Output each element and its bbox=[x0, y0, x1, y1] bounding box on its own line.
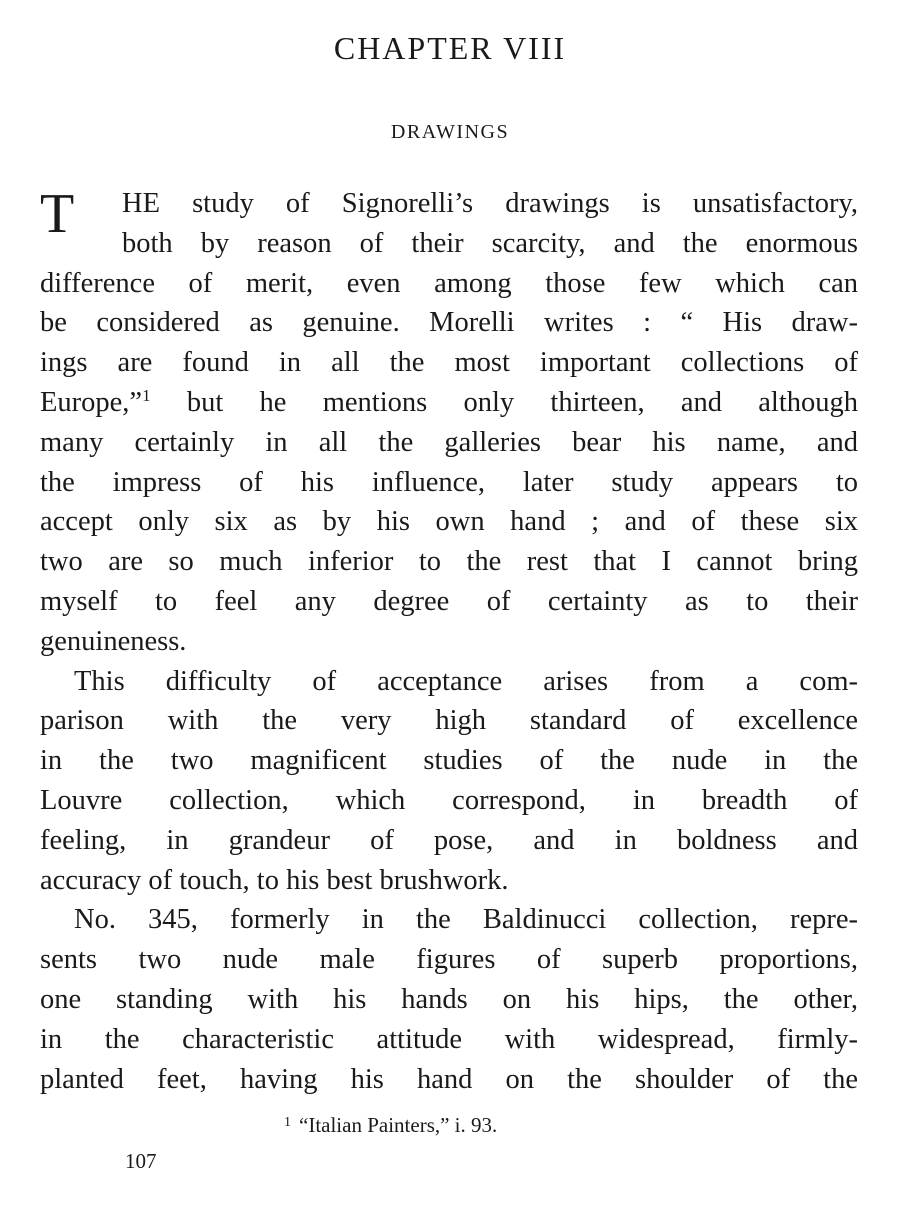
text-line-with-footnote bbox=[40, 383, 858, 423]
text-line: difference of merit, even among those few which can bbox=[40, 267, 858, 299]
text-line: sents two nude male figures of superb proportions, bbox=[40, 944, 858, 976]
text-line: be considered as genuine. Morelli writes : “ His draw- bbox=[40, 307, 858, 339]
text-line: accuracy of touch, to his best brushwork. bbox=[40, 864, 509, 896]
text-line: many certainly in all the galleries bear his name, and bbox=[40, 426, 858, 458]
text-line: HE study of Signorelli’s drawings is unsatisfactory, bbox=[122, 188, 858, 219]
text-line: planted feet, having his hand on the shoulder of the bbox=[40, 1063, 858, 1095]
footnote-mark: 1 bbox=[284, 1115, 291, 1130]
text-line: one standing with his hands on his hips, the other, bbox=[40, 983, 858, 1015]
page-number: 107 bbox=[125, 1149, 157, 1173]
text-line: feeling, in grandeur of pose, and in boldness and bbox=[40, 824, 858, 856]
text-line: myself to feel any degree of certainty as to their bbox=[40, 585, 858, 617]
text-line: No. 345, formerly in the Baldinucci collection, repre- bbox=[74, 904, 858, 936]
text-line: accept only six as by his own hand ; and of these six bbox=[40, 506, 858, 538]
text-line: ings are found in all the most important collections of bbox=[40, 347, 858, 379]
text-line: both by reason of their scarcity, and the enormous bbox=[122, 227, 858, 259]
footnote-reference: 1 bbox=[142, 385, 151, 405]
text-line: parison with the very high standard of excellence bbox=[40, 705, 858, 737]
text-fragment: but he mentions only thirteen, and although bbox=[186, 386, 859, 418]
body-text bbox=[40, 184, 858, 1099]
footnote-text: “Italian Painters,” i. 93. bbox=[299, 1113, 498, 1137]
text-line: the impress of his influence, later study appears to bbox=[40, 466, 858, 498]
text-line: genuineness. bbox=[40, 625, 187, 657]
text-line: in the characteristic attitude with widespread, firmly- bbox=[40, 1023, 858, 1055]
section-title: DRAWINGS bbox=[390, 121, 510, 143]
text-line: in the two magnificent studies of the nude in the bbox=[40, 745, 858, 777]
text-line: two are so much inferior to the rest that I cannot bring bbox=[40, 546, 858, 578]
footnote bbox=[284, 1113, 497, 1138]
text-line: This difficulty of acceptance arises from a com- bbox=[74, 665, 858, 697]
text-line: Louvre collection, which correspond, in breadth of bbox=[40, 784, 858, 816]
chapter-title: CHAPTER VIII bbox=[333, 30, 567, 66]
text-fragment: Europe,” bbox=[40, 386, 143, 418]
drop-cap: T bbox=[40, 183, 75, 245]
